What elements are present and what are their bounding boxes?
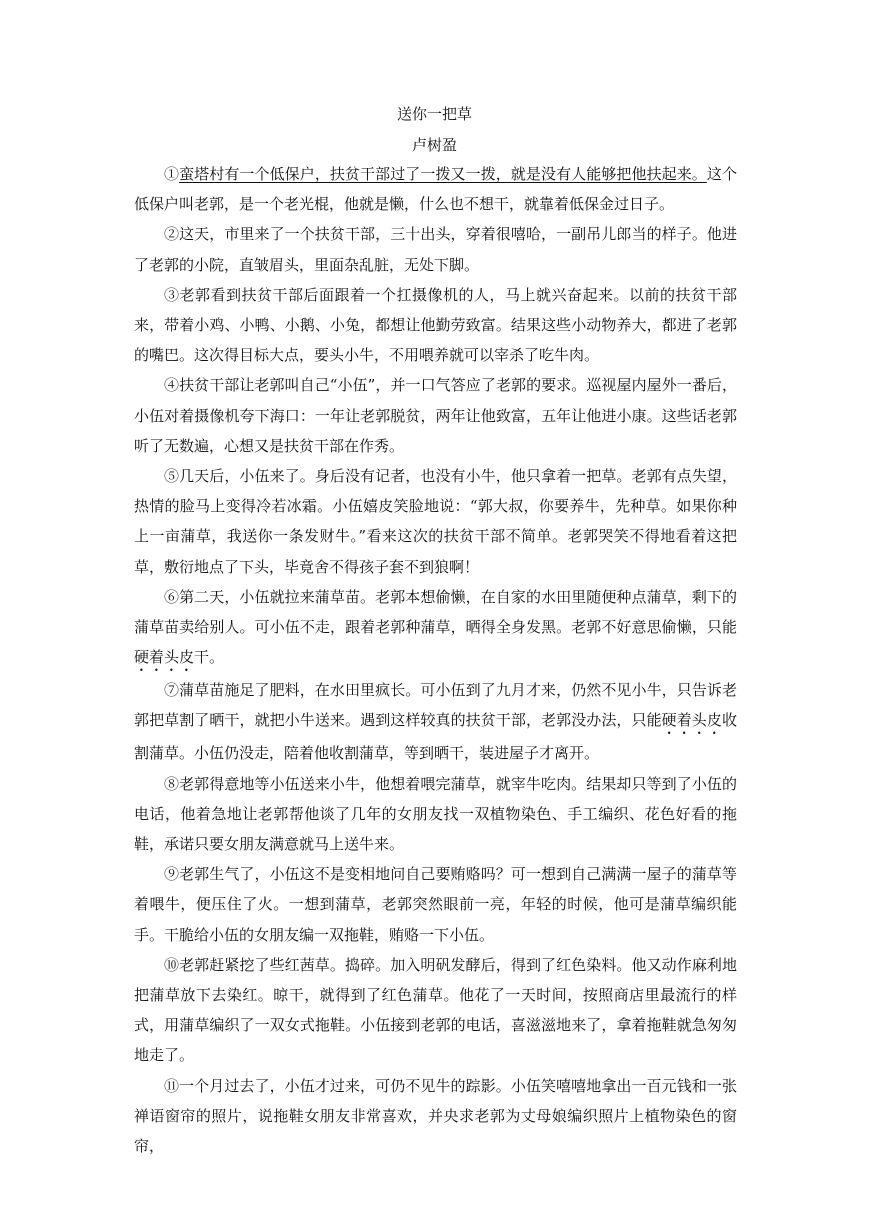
paragraph	[134, 859, 737, 950]
paragraph	[134, 950, 737, 1071]
paragraph-text: ⑦蒲草苗施足了肥料，在水田里疯长。可小伍到了九月才来，仍然不见小牛，只告诉老郭把草割了晒干，就把小牛送来。遇到这样较真的扶贫干部，老郭没办法，只能	[134, 681, 737, 730]
paragraph-text: ⑧老郭得意地等小伍送来小牛，他想着喂完蒲草，就宰牛吃肉。结果却只等到了小伍的电话，他着急地让老郭帮他谈了几年的女朋友找一双植物染色、手工编织、花色好看的拖鞋，承诺只要女朋友满意就马上送牛来。	[134, 774, 737, 854]
paragraph-text: ⑥第二天，小伍就拉来蒲草苗。老郭本想偷懒，在自家的水田里随便种点蒲草，剩下的蒲草苗卖给别人。可小伍不走，跟着老郭种蒲草，晒得全身发黑。老郭不好意思偷懒，只能	[134, 587, 737, 637]
paragraph	[134, 769, 737, 860]
paragraph-text: ④扶贫干部让老郭叫自己“小伍”，并一口气答应了老郭的要求。巡视屋内屋外一番后，小伍对着摄像机夸下海口：一年让老郭脱贫，两年让他致富，五年让他进小康。这些话老郭听了无数遍，心想又是扶贫干部在作秀。	[134, 376, 737, 455]
article-author: 卢树盈	[411, 136, 457, 154]
paragraph	[134, 582, 737, 675]
paragraph	[134, 280, 737, 371]
paragraph-text: 这个低保户叫老郭，是一个老光棍，他就是懒，什么也不想干，就靠着低保金过日子。	[134, 165, 737, 214]
article-body	[134, 159, 737, 1161]
article-title: 送你一把草	[396, 105, 472, 123]
emphasized-phrase: 硬着头皮	[661, 711, 722, 730]
paragraph	[134, 159, 737, 219]
paragraph-text: ⑩老郭赶紧挖了些红茜草。捣碎。加入明矾发酵后，得到了红色染料。他又动作麻利地把蒲草放下去染红。晾干，就得到了红色蒲草。他花了一天时间，按照商店里最流行的样式，用蒲草编织了一双女式拖鞋。小伍接到老郭的电话，喜滋滋地来了，拿着拖鞋就急匆匆地走了。	[134, 955, 737, 1065]
paragraph-text: ⑤几天后，小伍来了。身后没有记者，也没有小牛，他只拿着一把草。老郭有点失望，热情的脸马上变得冷若冰霜。小伍嬉皮笑脸地说：“郭大叔，你要养牛，先种草。如果你种上一亩蒲草，我送你一条发财牛。”看来这次的扶贫干部不简单。老郭哭笑不得地看着这把草，敷衍地点了下头，毕竟舍不得孩子套不到狼啊！	[134, 467, 737, 576]
paragraph-text: ⑨老郭生气了，小伍这不是变相地问自己要贿赂吗？可一想到自己满满一屋子的蒲草等着喂牛，便压住了火。一想到蒲草，老郭突然眼前一亮，年轻的时候，他可是蒲草编织能手。干脆给小伍的女朋友编一双拖鞋，贿赂一下小伍。	[134, 865, 737, 944]
paragraph	[134, 370, 737, 461]
paragraph-text: 干。	[194, 648, 225, 667]
paragraph-text: ③老郭看到扶贫干部后面跟着一个扛摄像机的人，马上就兴奋起来。以前的扶贫干部来，带着小鸡、小鸭、小鹅、小兔，都想让他勤劳致富。结果这些小动物养大，都进了老郭的嘴巴。这次得目标大点，要头小牛，不用喂养就可以宰杀了吃牛肉。	[134, 285, 737, 365]
paragraph	[134, 1071, 737, 1162]
paragraph	[134, 219, 737, 279]
underlined-sentence: 蛮塔村有一个低保户，扶贫干部过了一拨又一拨，就是没有人能够把他扶起来。	[179, 165, 707, 183]
paragraph	[134, 675, 737, 768]
paragraph	[134, 461, 737, 582]
emphasized-phrase: 硬着头皮	[134, 648, 195, 667]
paragraph-text: ①	[164, 165, 180, 183]
paragraph-text: ②这天，市里来了一个扶贫干部，三十出头，穿着很嘻哈，一副吊儿郎当的样子。他进了老郭的小院，直皱眉头，里面杂乱脏，无处下脚。	[134, 225, 737, 274]
paragraph-text: 收割蒲草。小伍仍没走，陪着他收割蒲草，等到晒干，装进屋子才离开。	[134, 711, 737, 763]
paragraph-text: ⑪一个月过去了，小伍才过来，可仍不见牛的踪影。小伍笑嘻嘻地拿出一百元钱和一张禅语窗帘的照片，说拖鞋女朋友非常喜欢，并央求老郭为丈母娘编织照片上植物染色的窗帘，	[134, 1076, 737, 1156]
